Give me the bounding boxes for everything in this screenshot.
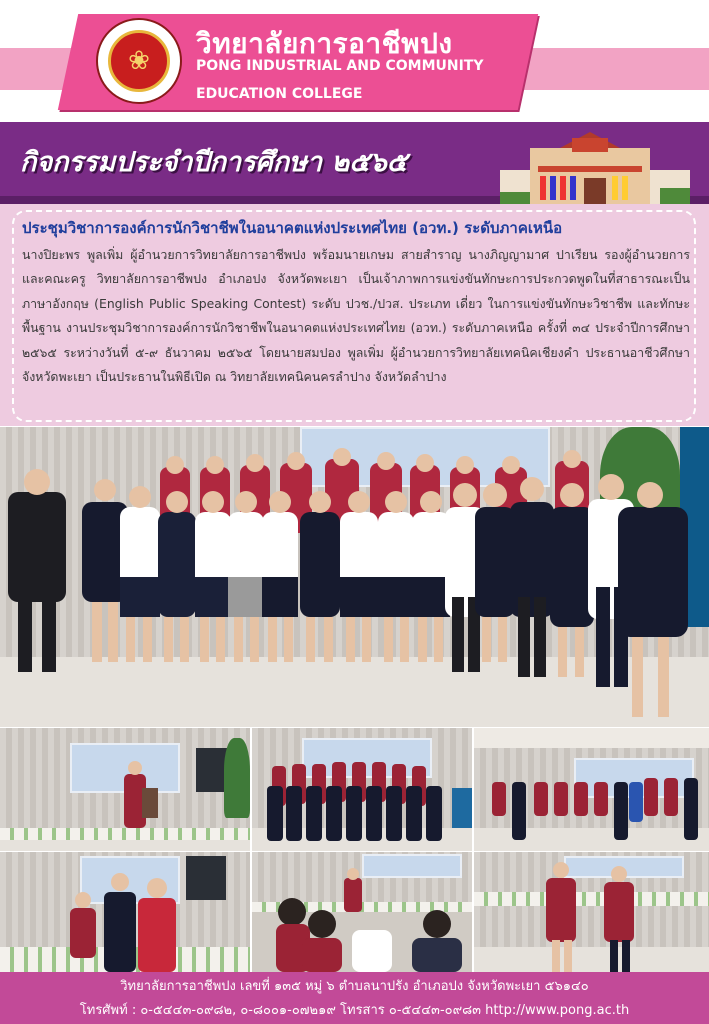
article-title: ประชุมวิชาการองค์การนักวิชาชีพในอนาคตแห่งประเทศไทย (อวท.) ระดับภาคเหนือ	[22, 219, 563, 237]
group-photo-3	[474, 728, 709, 851]
speaker-photo	[0, 728, 250, 851]
college-name-english-line2: EDUCATION COLLEGE	[196, 86, 363, 102]
activity-year-title: กิจกรรมประจำปีการศึกษา ๒๕๖๕	[20, 147, 408, 178]
main-group-photo	[0, 427, 709, 727]
college-logo	[96, 18, 182, 104]
college-building-icon	[500, 130, 690, 204]
footer-contact: โทรศัพท์ : ๐-๕๔๔๓-๐๙๘๒, ๐-๘๐๐๑-๐๗๒๑๙ โทรสาร ๐-๕๔๔๓-๐๙๘๓ http://www.pong.ac.th	[79, 1003, 630, 1018]
audience-photo	[252, 852, 472, 972]
college-seal-icon: ❀	[108, 30, 170, 92]
footer-address: วิทยาลัยการอาชีพปง เลขที่ ๑๓๕ หมู่ ๖ ตำบลนาปรัง อำเภอปง จังหวัดพะเยา ๕๖๑๔๐	[120, 979, 589, 994]
award-photo	[0, 852, 250, 972]
article-body: นางปิยะพร พูลเพิ่ม ผู้อำนวยการวิทยาลัยการอาชีพปง พร้อมนายเกษม สายสำราญ นางภิญญามาศ ปาเรียน รองผู้อำนวยการ และคณะครู วิทยาลัยการอาชีพปง อำเภอปง จังหวัดพะเยา เป็นเจ้าภาพการแข่งขันทักษะการประกวดพูดในที่สาธารณะเป็นภาษาอังกฤษ (English Public Speaking Contest) ระดับ ปวช./ปวส. ประเภท เดี่ยว ในการแข่งขันทักษะวิชาชีพ และทักษะพื้นฐาน งานประชุมวิชาการองค์การนักวิชาชีพในอนาคตแห่งประเทศไทย (อวท.) ระดับภาคเหนือ ครั้งที่ ๓๔ ประจำปีการศึกษา ๒๕๖๕ ระหว่างวันที่ ๕-๙ ธันวาคม ๒๕๖๕ โดยนายสมปอง พูลเพิ่ม ผู้อำนวยการวิทยาลัยเทคนิคเชียงคำ ประธานอาชีวศึกษาจังหวัดพะเยา เป็นประธานในพิธีเปิด ณ วิทยาลัยเทคนิคนครลำปาง จังหวัดลำปาง	[22, 247, 690, 385]
group-photo-2	[252, 728, 472, 851]
college-name-thai: วิทยาลัยการอาชีพปง	[196, 27, 453, 60]
contestants-photo	[474, 852, 709, 972]
college-name-english-line1: PONG INDUSTRIAL AND COMMUNITY	[196, 58, 484, 74]
